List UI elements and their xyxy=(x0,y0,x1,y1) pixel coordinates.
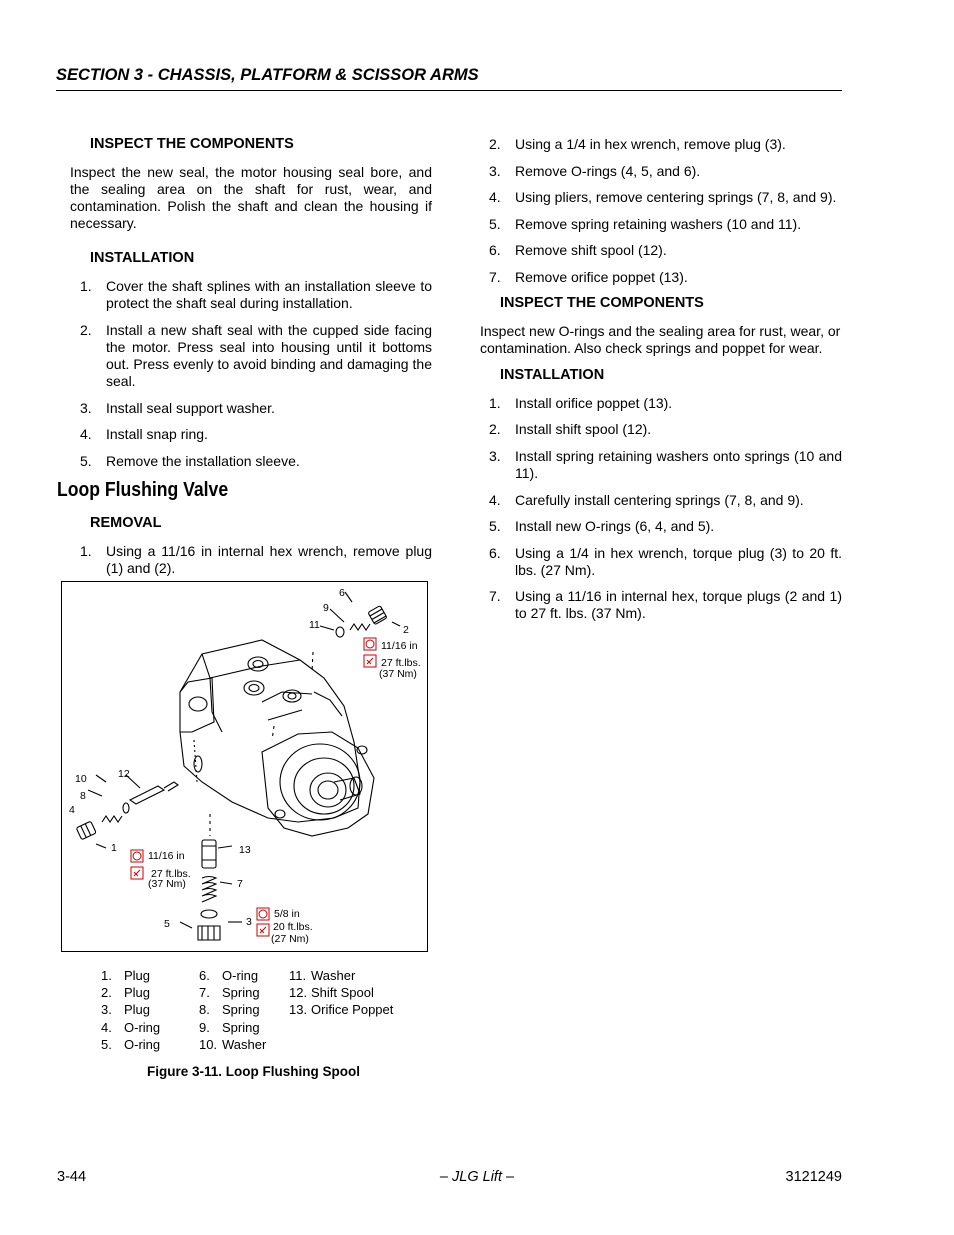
list-item: 5. Remove the installation sleeve. xyxy=(80,453,300,469)
figure-frame xyxy=(61,581,428,952)
spec-torque: 27 ft.lbs. xyxy=(151,868,191,880)
spec-nm: (37 Nm) xyxy=(148,878,186,890)
inspect-text-left: Inspect the new seal, the motor housing seal bore, and the sealing area on the shaft for rust, wear, and contamination. Polish the shaft and clean the housing if necessary. xyxy=(70,164,432,231)
list-item: 2. Install shift spool (12). xyxy=(489,421,652,437)
callout-12: 12 xyxy=(118,768,130,780)
list-item: 4. Carefully install centering springs (7, 8, and 9). xyxy=(489,492,804,508)
callout-4: 4 xyxy=(69,804,75,816)
list-item: 5. Remove spring retaining washers (10 and 11). xyxy=(489,216,802,232)
spec-size: 5/8 in xyxy=(274,908,300,920)
spec-torque: 20 ft.lbs. xyxy=(273,921,313,933)
callout-9: 9 xyxy=(323,602,329,614)
spec-size: 11/16 in xyxy=(148,850,185,862)
list-item: 1. Install orifice poppet (13). xyxy=(489,395,673,411)
callout-13: 13 xyxy=(239,844,251,856)
footer-center: – JLG Lift – xyxy=(439,1169,515,1185)
figure-caption: Figure 3-11. Loop Flushing Spool xyxy=(147,1064,361,1079)
callout-2: 2 xyxy=(403,624,409,636)
installation-heading-right: INSTALLATION xyxy=(500,367,605,383)
list-item: 6. Using a 1/4 in hex wrench, torque plug (3) to 20 ft. lbs. (27 Nm). xyxy=(489,545,842,578)
loop-flushing-diagram xyxy=(62,582,427,951)
list-item: 3. Install seal support washer. xyxy=(80,400,275,416)
callout-7: 7 xyxy=(237,878,243,890)
callout-1: 1 xyxy=(111,842,117,854)
list-item: 4. Using pliers, remove centering springs (7, 8, and 9). xyxy=(489,189,837,205)
doc-number: 3121249 xyxy=(785,1169,842,1185)
callout-3: 3 xyxy=(246,916,252,928)
spec-torque: 27 ft.lbs. xyxy=(381,657,421,669)
spec-nm: (37 Nm) xyxy=(379,668,417,680)
section-header: SECTION 3 - CHASSIS, PLATFORM & SCISSOR ARMS xyxy=(56,64,842,91)
list-item: 4. Install snap ring. xyxy=(80,426,208,442)
spec-size: 11/16 in xyxy=(381,640,418,652)
spec-nm: (27 Nm) xyxy=(271,933,309,945)
list-item: 1. Cover the shaft splines with an installation sleeve to protect the shaft seal during installation. xyxy=(80,278,432,311)
removal-heading: REMOVAL xyxy=(90,515,162,531)
callout-6: 6 xyxy=(339,587,345,599)
installation-heading-left: INSTALLATION xyxy=(90,250,195,266)
list-item: 6. Remove shift spool (12). xyxy=(489,242,667,258)
figure-legend: 1. Plug 2. Plug 3. Plug 4. O-ring 5. O-ring 6. O-ring 7. Spring 8. Spring 9. Spring 10. Washer 11. Washer 12. Shift Spool 13. Orifice Poppet xyxy=(101,968,394,1052)
list-item: 2. Using a 1/4 in hex wrench, remove plug (3). xyxy=(489,136,786,152)
list-item: 5. Install new O-rings (6, 4, and 5). xyxy=(489,518,715,534)
main-heading: Loop Flushing Valve xyxy=(57,479,229,501)
callout-5: 5 xyxy=(164,918,170,930)
inspect-heading-left: INSPECT THE COMPONENTS xyxy=(90,136,294,152)
list-item: 7. Using a 11/16 in internal hex, torque plugs (2 and 1) to 27 ft. lbs. (37 Nm). xyxy=(489,588,842,621)
list-item: 3. Remove O-rings (4, 5, and 6). xyxy=(489,163,701,179)
page-number: 3-44 xyxy=(57,1169,87,1185)
inspect-heading-right: INSPECT THE COMPONENTS xyxy=(500,295,704,311)
list-item: 1. Using a 11/16 in internal hex wrench, remove plug (1) and (2). xyxy=(80,543,432,576)
inspect-text-right: Inspect new O-rings and the sealing area for rust, wear, or contamination. Also check springs and poppet for wear. xyxy=(480,323,841,356)
list-item: 7. Remove orifice poppet (13). xyxy=(489,269,688,285)
callout-11: 11 xyxy=(309,619,320,631)
callout-10: 10 xyxy=(75,773,87,785)
list-item: 2. Install a new shaft seal with the cupped side facing the motor. Press seal into housing until it bottoms out. Press evenly to avoid binding and damaging the seal. xyxy=(80,322,432,389)
callout-8: 8 xyxy=(80,790,86,802)
list-item: 3. Install spring retaining washers onto springs (10 and 11). xyxy=(489,448,842,481)
